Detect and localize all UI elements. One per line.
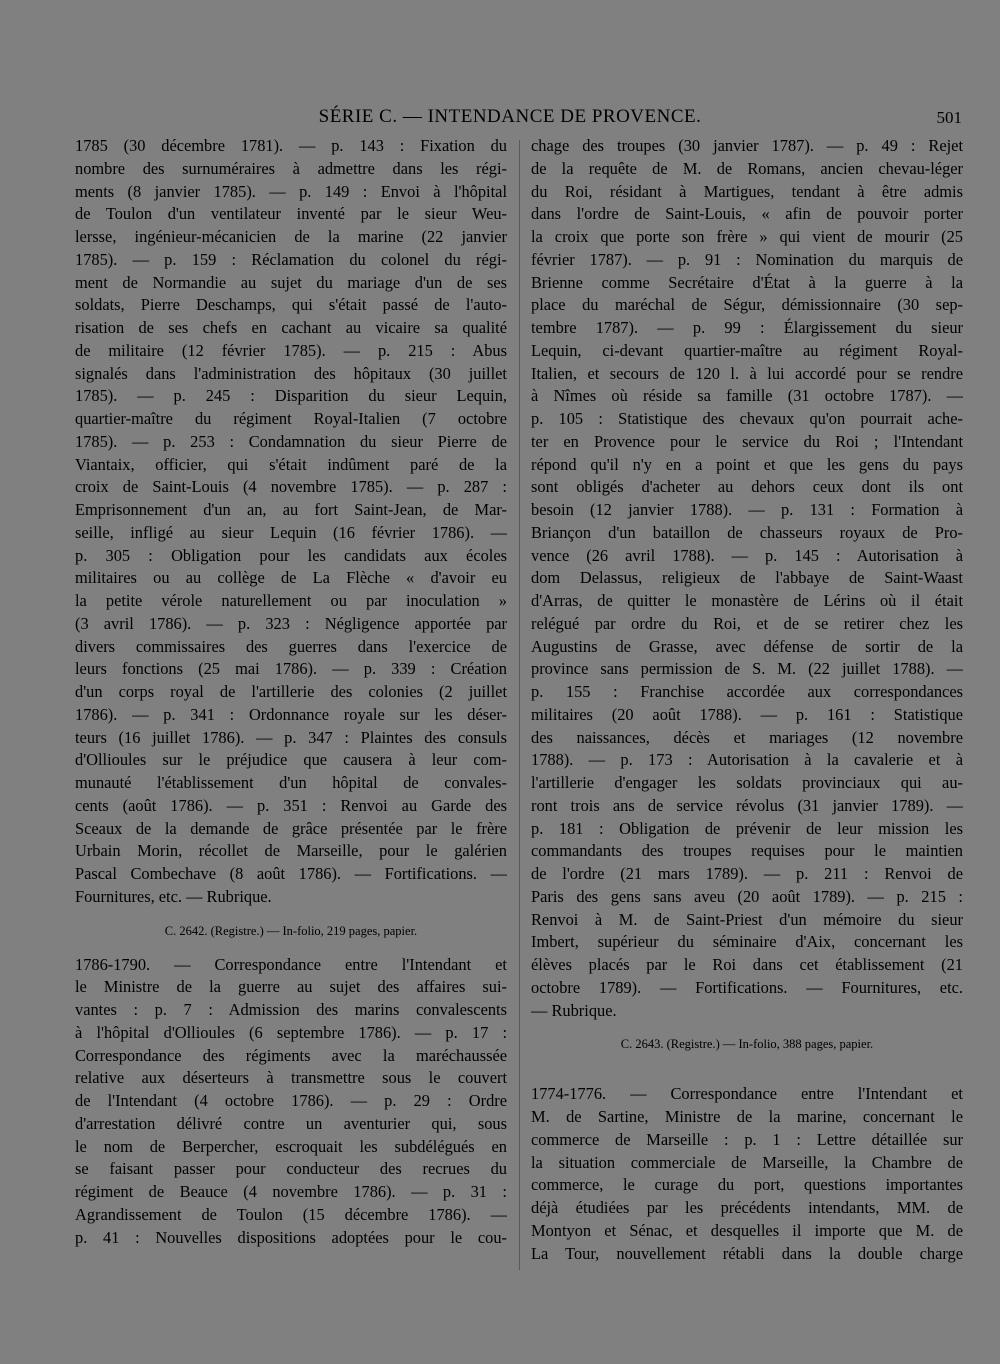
text-line: de l'Intendant (4 octobre 1786). — p. 29 : Ordre	[75, 1091, 507, 1110]
text-line: Italien, et secours de 120 l. à lui accordé pour se rendre	[531, 363, 963, 383]
text-line: la petite vérole naturellement ou par inoculation »	[75, 591, 507, 610]
left-caption: C. 2642. (Registre.) — In-folio, 219 pages, papier.	[164, 923, 418, 938]
text-line: d'arrestation délivré contre un aventurier qui, sous	[75, 1113, 507, 1133]
text-line: place du maréchal de Ségur, démissionnaire (30 sep-	[531, 295, 963, 315]
text-line: Viantaix, officier, qui s'était indûment paré de la	[75, 454, 507, 474]
text-line: risation de ses chefs en cachant au vicaire sa qualité	[75, 318, 507, 337]
text-line: Sceaux de la demande de grâce présentée par le frère	[75, 818, 507, 838]
text-line: munauté l'établissement d'un hôpital de convales-	[75, 773, 507, 792]
text-line: seille, infligé au sieur Lequin (16 février 1786). —	[75, 522, 507, 542]
text-line: Urbain Morin, récollet de Marseille, pour le galérien	[75, 841, 507, 861]
text-line: chage des troupes (30 janvier 1787). — p. 49 : Rejet	[531, 136, 963, 155]
text-line: octobre 1789). — Fortifications. — Fournitures, etc.	[531, 977, 963, 997]
text-line: répond qu'il n'y en a point et que les gens du pays	[531, 454, 963, 474]
text-line: le Ministre de la guerre au sujet des affaires sui-	[75, 977, 507, 997]
text-line: l'artillerie d'engager les soldats provinciaux qui au-	[531, 773, 963, 792]
text-line: Brienne comme Secrétaire d'État à la guerre à la	[531, 272, 963, 292]
text-line: — Rubrique.	[531, 1000, 617, 1020]
text-line: ment de Normandie au sujet du mariage d'un de ses	[75, 272, 507, 292]
text-line: militaires (20 août 1788). — p. 161 : Statistique	[531, 704, 963, 724]
text-line: p. 105 : Statistique des chevaux qu'on pourrait ache-	[531, 409, 963, 428]
text-line: lersse, ingénieur-mécanicien de la marine (22 janvier	[75, 227, 507, 246]
text-line: commerce de Marseille : p. 1 : Lettre détaillée sur	[531, 1129, 963, 1149]
text-line: ter en Provence pour le service du Roi ; l'Intendant	[531, 431, 963, 451]
left-block-2	[75, 954, 507, 1250]
text-line: de militaire (12 février 1785). — p. 215 : Abus	[75, 340, 507, 360]
text-line: Lequin, ci-devant quartier-maître au régiment Royal-	[531, 340, 963, 360]
text-line: 1785). — p. 245 : Disparition du sieur Lequin,	[75, 386, 507, 406]
text-line: régiment de Beauce (4 novembre 1786). — p. 31 :	[75, 1182, 507, 1201]
text-line: des naissances, décès et mariages (12 novembre	[531, 727, 963, 747]
text-line: se faisant passer pour conducteur des recrues du	[75, 1159, 507, 1179]
text-line: croix de Saint-Louis (4 novembre 1785). — p. 287 :	[75, 477, 507, 497]
spacer	[531, 1067, 963, 1083]
text-line: province sans permission de S. M. (22 juillet 1788). —	[531, 659, 963, 679]
text-line: Augustins de Grasse, avec défense de sortir de la	[531, 636, 963, 656]
text-line: p. 305 : Obligation pour les candidats aux écoles	[75, 545, 507, 565]
text-line: relégué par ordre du Roi, et de se retirer chez les	[531, 613, 963, 633]
text-line: dans l'ordre de Saint-Louis, « afin de pouvoir porter	[531, 204, 963, 224]
text-line: nombre des surnuméraires à admettre dans les régi-	[75, 158, 507, 178]
text-line: p. 41 : Nouvelles dispositions adoptées pour le cou-	[75, 1227, 507, 1247]
text-line: de l'ordre (21 mars 1789). — p. 211 : Renvoi de	[531, 864, 963, 883]
right-caption: C. 2643. (Registre.) — In-folio, 388 pages, papier.	[620, 1037, 874, 1052]
text-line: Briançon d'un bataillon de chasseurs royaux de Pro-	[531, 522, 963, 542]
text-line: d'Ollioules sur le préjudice que causera à leur com-	[75, 750, 507, 770]
text-line: à Nîmes où réside sa famille (31 octobre 1787). —	[531, 386, 963, 406]
text-line: 1786-1790. — Correspondance entre l'Intendant et	[75, 954, 507, 974]
text-line: à l'hôpital d'Ollioules (6 septembre 1786). — p. 17 :	[75, 1022, 507, 1042]
text-line: cents (août 1786). — p. 351 : Renvoi au Garde des	[75, 795, 507, 815]
text-line: relative aux déserteurs à transmettre sous le couvert	[75, 1068, 507, 1088]
column-divider	[519, 140, 520, 1270]
text-line: la croix que porte son frère » qui vient de mourir (25	[531, 227, 963, 246]
text-line: Fournitures, etc. — Rubrique.	[75, 886, 272, 906]
right-block-1	[531, 135, 963, 1022]
text-line: sont obligés d'acheter au dehors ceux dont ils ont	[531, 477, 963, 497]
text-line: commerce, le curage du port, questions importantes	[531, 1175, 963, 1195]
text-line: Renvoi à M. de Saint-Priest d'un mémoire du sieur	[531, 909, 963, 929]
text-line: militaires ou au collège de La Flèche « d'avoir eu	[75, 568, 507, 588]
text-line: vence (26 avril 1788). — p. 145 : Autorisation à	[531, 545, 963, 565]
left-block-1	[75, 135, 507, 909]
text-line: 1786). — p. 341 : Ordonnance royale sur les déser-	[75, 704, 507, 724]
text-line: (3 avril 1786). — p. 323 : Négligence apportée par	[75, 613, 507, 633]
text-line: commandants des troupes requises pour le maintien	[531, 841, 963, 861]
text-line: Imbert, supérieur du séminaire d'Aix, concernant les	[531, 932, 963, 952]
text-line: M. de Sartine, Ministre de la marine, concernant le	[531, 1107, 963, 1126]
text-line: divers commissaires des guerres dans l'exercice de	[75, 636, 507, 656]
text-line: 1785). — p. 253 : Condamnation du sieur Pierre de	[75, 431, 507, 451]
right-column	[531, 135, 963, 1265]
left-column	[75, 135, 507, 1249]
text-line: ments (8 janvier 1785). — p. 149 : Envoi à l'hôpital	[75, 181, 507, 201]
text-line: Emprisonnement d'un an, au fort Saint-Jean, de Mar-	[75, 500, 507, 519]
text-line: Agrandissement de Toulon (15 décembre 1786). —	[75, 1204, 507, 1224]
right-block-2	[531, 1083, 963, 1265]
text-line: quartier-maître du régiment Royal-Italien (7 octobre	[75, 409, 507, 428]
text-line: soldats, Pierre Deschamps, qui s'était passé de l'auto-	[75, 295, 507, 315]
text-line: déjà étudiées par les précédents intendants, MM. de	[531, 1198, 963, 1217]
page-number: 501	[936, 108, 962, 127]
text-line: tembre 1787). — p. 99 : Élargissement du sieur	[531, 318, 963, 337]
text-line: Correspondance des régiments avec la maréchaussée	[75, 1045, 507, 1065]
text-line: vantes : p. 7 : Admission des marins convalescents	[75, 1000, 507, 1019]
text-line: Montyon et Sénac, et desquelles il importe que M. de	[531, 1220, 963, 1240]
text-line: 1788). — p. 173 : Autorisation à la cavalerie et à	[531, 750, 963, 770]
running-title: SÉRIE C. — INTENDANCE DE PROVENCE.	[318, 106, 702, 127]
text-line: p. 181 : Obligation de prévenir de leur mission les	[531, 818, 963, 838]
text-line: teurs (16 juillet 1786). — p. 347 : Plaintes des consuls	[75, 727, 507, 747]
text-line: 1785). — p. 159 : Réclamation du colonel du régi-	[75, 249, 507, 269]
text-line: du Roi, résidant à Martigues, tendant à être admis	[531, 181, 963, 201]
text-line: signalés dans l'administration des hôpitaux (30 juillet	[75, 363, 507, 383]
text-line: de la requête de M. de Romans, ancien chevau-léger	[531, 158, 963, 178]
text-line: ront trois ans de service révolus (31 janvier 1789). —	[531, 795, 963, 815]
text-line: besoin (12 janvier 1788). — p. 131 : Formation à	[531, 500, 963, 519]
text-line: élèves placés par le Roi dans cet établissement (21	[531, 955, 963, 974]
text-line: La Tour, nouvellement rétabli dans la double charge	[531, 1243, 963, 1263]
text-line: 1785 (30 décembre 1781). — p. 143 : Fixation du	[75, 136, 507, 155]
text-line: février 1787). — p. 91 : Nomination du marquis de	[531, 249, 963, 269]
text-line: la situation commerciale de Marseille, la Chambre de	[531, 1152, 963, 1172]
text-line: de Toulon d'un ventilateur inventé par le sieur Weu-	[75, 204, 507, 224]
page-header	[0, 106, 1000, 134]
text-line: d'Arras, de quitter le monastère de Lérins où il était	[531, 591, 963, 610]
text-line: Paris des gens sans aveu (20 août 1789). — p. 215 :	[531, 886, 963, 906]
text-line: d'un corps royal de l'artillerie des colonies (2 juillet	[75, 682, 507, 701]
text-line: dom Delassus, religieux de l'abbaye de Saint-Waast	[531, 568, 963, 588]
text-line: leurs fonctions (25 mai 1786). — p. 339 : Création	[75, 659, 507, 679]
text-line: Pascal Combechave (8 août 1786). — Fortifications. —	[75, 864, 507, 883]
text-line: 1774-1776. — Correspondance entre l'Intendant et	[531, 1084, 963, 1104]
text-line: p. 155 : Franchise accordée aux correspondances	[531, 682, 963, 701]
text-line: le nom de Berpercher, escroquait les subdélégués en	[75, 1136, 507, 1156]
